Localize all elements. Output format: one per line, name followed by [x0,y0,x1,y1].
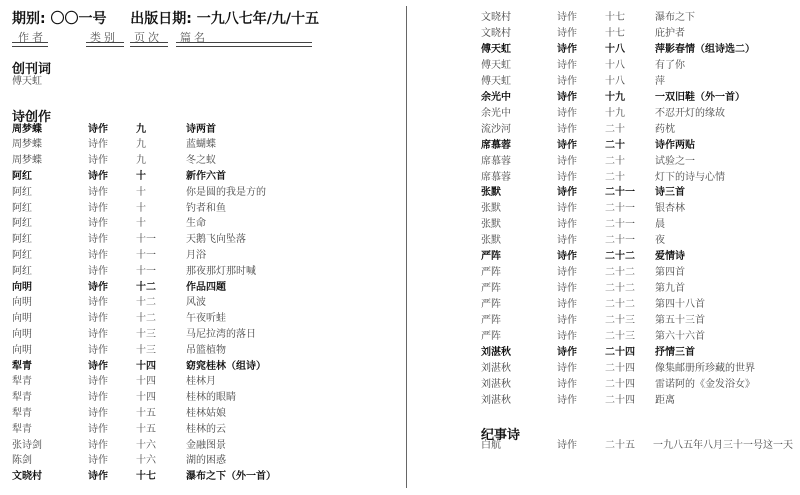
category-cell: 诗作 [557,235,577,247]
author-cell: 阿红 [12,186,32,198]
author-cell: 席慕蓉 [481,139,511,151]
column-author: 作者 [18,31,46,44]
title-cell: 桂林的云 [186,423,226,435]
title-cell: 窈窕桂林（组诗） [186,360,266,372]
title-cell: 吊篮植物 [186,344,226,356]
category-cell: 诗作 [88,344,108,356]
author-cell: 周梦蝶 [12,139,42,151]
author-cell: 陈剑 [12,455,32,467]
title-cell: 湖的困惑 [186,455,226,467]
category-cell: 诗作 [88,218,108,230]
title-cell: 第六十六首 [655,331,705,342]
page-cell: 十六 [136,439,156,451]
page-cell: 十 [136,202,146,214]
category-cell: 诗作 [557,123,577,135]
page-cell: 二十 [605,171,625,183]
column-page-underline [130,42,168,47]
title-cell: 月浴 [186,249,206,261]
author-cell: 张默 [481,219,501,231]
category-cell: 诗作 [88,265,108,277]
author-cell: 犁青 [12,376,32,388]
author-cell: 严阵 [481,299,501,311]
category-cell: 诗作 [88,155,108,167]
column-divider [406,6,407,488]
page-cell: 十六 [136,455,156,467]
title-cell: 生命 [186,218,206,230]
title-cell: 萍 [655,75,665,87]
title-cell: 灯下的诗与心情 [655,171,725,183]
category-cell: 诗作 [557,394,577,406]
author-cell: 阿红 [12,234,32,246]
title-cell: 冬之蚁 [186,155,216,167]
author-cell: 周梦蝶 [12,123,42,135]
category-cell: 诗作 [557,187,577,199]
page-cell: 九 [136,139,146,151]
category-cell: 诗作 [88,455,108,467]
page-cell: 十二 [136,281,156,293]
category-cell: 诗作 [557,139,577,151]
author-cell: 刘湛秋 [481,346,511,358]
page-cell: 二十 [605,155,625,167]
category-cell: 诗作 [557,251,577,263]
category-cell: 诗作 [557,59,577,71]
category-cell: 诗作 [557,27,577,39]
title-cell: 银杏林 [655,203,685,215]
page-cell: 十四 [136,376,156,388]
title-cell: 试验之一 [655,155,695,167]
issue-label: 期别: [12,11,46,27]
author-cell: 向明 [12,344,32,356]
author-cell: 阿红 [12,218,32,230]
title-cell: 桂林姑娘 [186,407,226,419]
category-cell: 诗作 [88,376,108,388]
category-cell: 诗作 [88,313,108,325]
category-cell: 诗作 [88,471,108,483]
author-cell: 傅天虹 [481,59,511,71]
page-cell: 二十四 [605,362,635,374]
author-cell: 刘湛秋 [481,378,511,390]
category-cell: 诗作 [88,439,108,451]
page-cell: 二十二 [605,251,635,263]
category-cell: 诗作 [557,362,577,374]
title-cell: 萍影春情（组诗选二） [655,43,755,55]
page-cell: 二十三 [605,315,635,327]
author-cell: 阿红 [12,170,32,182]
page-cell: 十二 [136,313,156,325]
page-cell: 二十四 [605,378,635,390]
author-cell: 张诗剑 [12,439,42,451]
column-title: 篇名 [180,31,208,44]
page-cell: 十四 [136,392,156,404]
page-cell: 十八 [605,43,625,55]
page-cell: 二十四 [605,394,635,406]
page-cell: 十 [136,170,146,182]
category-cell: 诗作 [557,378,577,390]
author-cell: 阿红 [12,202,32,214]
author-cell: 刘湛秋 [481,394,511,406]
page-cell: 二十二 [605,267,635,279]
author-cell: 犁青 [12,407,32,419]
title-cell: 钓者和鱼 [186,202,226,214]
page-cell: 十一 [136,234,156,246]
category-cell: 诗作 [557,75,577,87]
title-cell: 作品四题 [186,281,226,293]
category-cell: 诗作 [557,283,577,295]
title-cell: 午夜听蛙 [186,313,226,325]
author-cell: 张默 [481,203,501,215]
title-cell: 药枕 [655,123,675,135]
section-title-poetry: 诗创作 [12,110,52,125]
title-cell: 爱情诗 [655,251,685,263]
author-cell: 余光中 [481,107,511,119]
page-cell: 二十一 [605,219,635,231]
title-cell: 抒情三首 [655,346,695,358]
title-cell: 晨 [655,219,665,231]
author-cell: 刘湛秋 [481,362,511,374]
title-cell: 不忍开灯的缘故 [655,107,725,119]
page-cell: 十八 [605,59,625,71]
author-cell: 向明 [12,281,32,293]
author-cell: 犁青 [12,360,32,372]
category-cell: 诗作 [557,91,577,103]
category-cell: 诗作 [88,123,108,135]
page-cell: 二十 [605,123,625,135]
author-cell: 犁青 [12,392,32,404]
author-cell: 阿红 [12,249,32,261]
title-cell: 金融图景 [186,439,226,451]
column-title-underline [176,42,312,47]
title-cell: 蓝蝴蝶 [186,139,216,151]
title-cell: 桂林月 [186,376,216,388]
column-author-underline [12,42,48,47]
category-cell: 诗作 [557,315,577,327]
author-cell: 席慕蓉 [481,155,511,167]
author-cell: 张默 [481,235,501,247]
page-cell: 十八 [605,75,625,87]
author-cell: 文晓村 [12,471,42,483]
author-cell: 席慕蓉 [481,171,511,183]
author-cell: 文晓村 [481,12,511,23]
author-cell: 严阵 [481,331,501,342]
title-cell: 你是圆的我是方的 [186,186,266,198]
category-cell: 诗作 [88,423,108,435]
page-cell: 二十一 [605,235,635,247]
column-header-row [12,29,402,51]
title-cell: 桂林的眼睛 [186,392,236,404]
page-cell: 二十一 [605,203,635,215]
page-cell: 二十 [605,139,625,151]
author-cell: 流沙河 [481,123,511,135]
category-cell: 诗作 [88,249,108,261]
title-cell: 诗两首 [186,123,216,135]
page-cell: 二十五 [605,440,635,451]
category-cell: 诗作 [557,12,577,23]
category-cell: 诗作 [557,171,577,183]
author-cell: 严阵 [481,267,501,279]
author-cell: 阿红 [12,265,32,277]
title-cell: 风波 [186,297,206,309]
author-cell: 向明 [12,297,32,309]
page-cell: 十九 [605,107,625,119]
category-cell: 诗作 [88,170,108,182]
author-cell: 文晓村 [481,27,511,39]
page-cell: 二十四 [605,346,635,358]
page-cell: 十四 [136,360,156,372]
author-cell: 周梦蝶 [12,155,42,167]
column-page: 页次 [134,31,162,44]
title-cell: 瀑布之下 [655,12,695,23]
page-cell: 九 [136,123,146,135]
title-cell: 第五十三首 [655,315,705,327]
page-cell: 十五 [136,423,156,435]
author-cell: 向明 [12,313,32,325]
category-cell: 诗作 [557,331,577,342]
category-cell: 诗作 [88,281,108,293]
category-cell: 诗作 [88,392,108,404]
title-cell: 瀑布之下（外一首） [186,471,276,483]
author-cell: 向明 [12,328,32,340]
category-cell: 诗作 [88,407,108,419]
author-cell: 严阵 [481,251,501,263]
author-cell: 严阵 [481,283,501,295]
title-cell: 有了你 [655,59,685,71]
foreword-author: 傅天虹 [12,76,42,87]
author-cell: 严阵 [481,315,501,327]
title-cell: 新作六首 [186,170,226,182]
category-cell: 诗作 [88,234,108,246]
category-cell: 诗作 [88,328,108,340]
page-cell: 十三 [136,328,156,340]
category-cell: 诗作 [88,139,108,151]
section-title-foreword: 创刊词 [12,62,52,77]
title-cell: 第九首 [655,283,685,295]
category-cell: 诗作 [88,360,108,372]
category-cell: 诗作 [557,299,577,311]
author-cell: 白航 [481,440,501,451]
title-cell: 诗作两贴 [655,139,695,151]
title-cell: 一九八五年八月三十一号这一天 [653,440,793,451]
date-value: 一九八七年/九/十五 [196,11,319,27]
title-cell: 雷诺阿的《金发浴女》 [655,378,755,390]
category-cell: 诗作 [557,43,577,55]
page-cell: 九 [136,155,146,167]
title-cell: 一双旧鞋（外一首） [655,91,745,103]
column-category: 类别 [90,31,118,44]
page-cell: 十七 [136,471,156,483]
date-label: 出版日期: [130,11,192,27]
title-cell: 诗三首 [655,187,685,199]
category-cell: 诗作 [88,297,108,309]
title-cell: 距离 [655,394,675,406]
title-cell: 像集邮册所珍藏的世界 [655,362,755,374]
page-cell: 二十二 [605,299,635,311]
title-cell: 第四首 [655,267,685,279]
page-cell: 二十三 [605,331,635,342]
category-cell: 诗作 [557,440,577,451]
page-cell: 二十二 [605,283,635,295]
author-cell: 犁青 [12,423,32,435]
page-cell: 十三 [136,344,156,356]
page-cell: 十 [136,218,146,230]
author-cell: 傅天虹 [481,75,511,87]
author-cell: 张默 [481,187,501,199]
category-cell: 诗作 [557,203,577,215]
page-cell: 十二 [136,297,156,309]
column-category-underline [86,42,124,47]
section-title-chronicle: 纪事诗 [481,428,521,443]
title-cell: 那夜那灯那时喊 [186,265,256,277]
page-cell: 二十一 [605,187,635,199]
category-cell: 诗作 [88,202,108,214]
author-cell: 傅天虹 [481,43,511,55]
page-cell: 十五 [136,407,156,419]
category-cell: 诗作 [557,346,577,358]
category-cell: 诗作 [557,107,577,119]
category-cell: 诗作 [557,219,577,231]
page-cell: 十一 [136,249,156,261]
page-cell: 十 [136,186,146,198]
title-cell: 庇护者 [655,27,685,39]
page-cell: 十九 [605,91,625,103]
page-cell: 十七 [605,27,625,39]
title-cell: 夜 [655,235,665,247]
issue-header [12,8,402,28]
title-cell: 第四十八首 [655,299,705,311]
title-cell: 马尼拉湾的落日 [186,328,256,340]
page-cell: 十七 [605,12,625,23]
category-cell: 诗作 [557,267,577,279]
category-cell: 诗作 [88,186,108,198]
title-cell: 天鹅飞向坠落 [186,234,246,246]
issue-value: 〇〇一号 [50,11,107,27]
page-cell: 十一 [136,265,156,277]
category-cell: 诗作 [557,155,577,167]
author-cell: 余光中 [481,91,511,103]
